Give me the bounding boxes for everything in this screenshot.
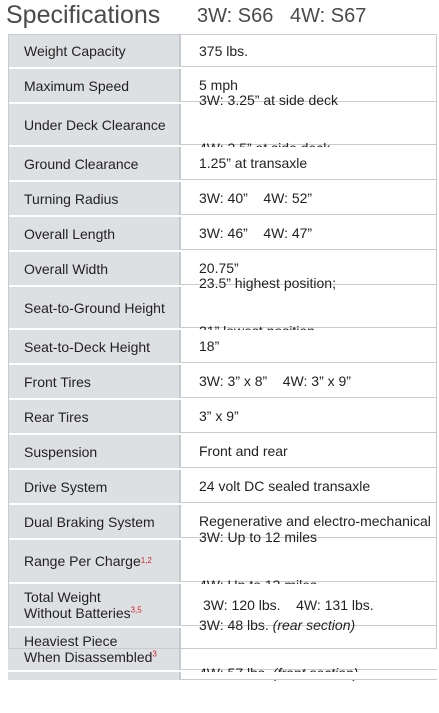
- footnote-marker: 3: [152, 649, 157, 659]
- spec-value: 20.75”: [181, 252, 437, 285]
- spec-label-line: When Disassembled: [24, 649, 153, 665]
- spec-value: Regenerative and electro-mechanical: [181, 505, 437, 538]
- spec-row: [8, 92, 437, 147]
- spec-label: Drive System: [8, 470, 181, 503]
- spec-value-line: 3W: Up to 12 miles: [199, 528, 318, 545]
- spec-value-note: (rear section): [272, 616, 356, 633]
- spec-label: Ground Clearance: [8, 147, 181, 180]
- spec-value-line: 3W: 3.25” at side deck: [199, 92, 339, 108]
- spec-label: Rear Tires: [8, 400, 181, 433]
- spec-value: 5 mph: [181, 69, 437, 102]
- spec-label-line: Total Weight: [24, 589, 101, 605]
- spec-value: 1.25” at transaxle: [181, 147, 437, 180]
- spec-label: Under Deck Clearance: [8, 104, 181, 145]
- spec-value: 18”: [181, 330, 437, 363]
- spec-row: [8, 435, 437, 470]
- spec-value: 3” x 9”: [181, 400, 437, 433]
- spec-label-text: Range Per Charge: [24, 553, 141, 569]
- spec-label-empty: [8, 672, 181, 680]
- spec-label: Seat-to-Ground Height: [8, 287, 181, 328]
- spec-value: [181, 275, 437, 328]
- spec-value: 3W: 46” 4W: 47”: [181, 217, 437, 250]
- spec-value: [181, 92, 437, 145]
- spec-row: [8, 182, 437, 217]
- spec-label: Dual Braking System: [8, 505, 181, 538]
- spec-label: [8, 584, 181, 626]
- header: [0, 0, 439, 34]
- spec-label: Weight Capacity: [8, 34, 181, 67]
- spec-value: 3W: 3” x 8” 4W: 3” x 9”: [181, 365, 437, 398]
- spec-label: Seat-to-Deck Height: [8, 330, 181, 363]
- spec-value: 24 volt DC sealed transaxle: [181, 470, 437, 503]
- spec-value: 375 lbs.: [181, 34, 437, 67]
- spec-row: [8, 147, 437, 182]
- spec-label: Front Tires: [8, 365, 181, 398]
- spec-value-line: 3W: 48 lbs.: [199, 616, 273, 633]
- spec-value: Front and rear: [181, 435, 437, 468]
- spec-label: [8, 628, 181, 670]
- spec-label: Overall Width: [8, 252, 181, 285]
- spec-row: [8, 400, 437, 435]
- spec-row: [8, 528, 437, 584]
- spec-label-line: Heaviest Piece: [24, 633, 118, 649]
- spec-label: Maximum Speed: [8, 69, 181, 102]
- spec-row: [8, 365, 437, 400]
- page-title: Specifications: [6, 1, 161, 29]
- spec-row: [8, 330, 437, 365]
- spec-label: Suspension: [8, 435, 181, 468]
- spec-label: Overall Length: [8, 217, 181, 250]
- spec-label: Range Per Charge 1,2: [8, 540, 181, 582]
- spec-value-empty: [181, 672, 437, 680]
- spec-row: [8, 616, 437, 672]
- spec-value: 3W: 40” 4W: 52”: [181, 182, 437, 215]
- spec-value: [181, 528, 437, 582]
- spec-value-line: 23.5” highest position;: [199, 275, 336, 291]
- specifications-table: [8, 34, 437, 682]
- spec-label-line: Without Batteries: [24, 605, 131, 621]
- spec-value: 3W: 120 lbs. 4W: 131 lbs.: [181, 584, 437, 626]
- spec-row: [8, 275, 437, 330]
- model-numbers: 3W: S66 4W: S67: [197, 5, 367, 27]
- footnote-marker: 3,5: [130, 605, 142, 615]
- spec-label: Turning Radius: [8, 182, 181, 215]
- spec-value: [181, 616, 437, 670]
